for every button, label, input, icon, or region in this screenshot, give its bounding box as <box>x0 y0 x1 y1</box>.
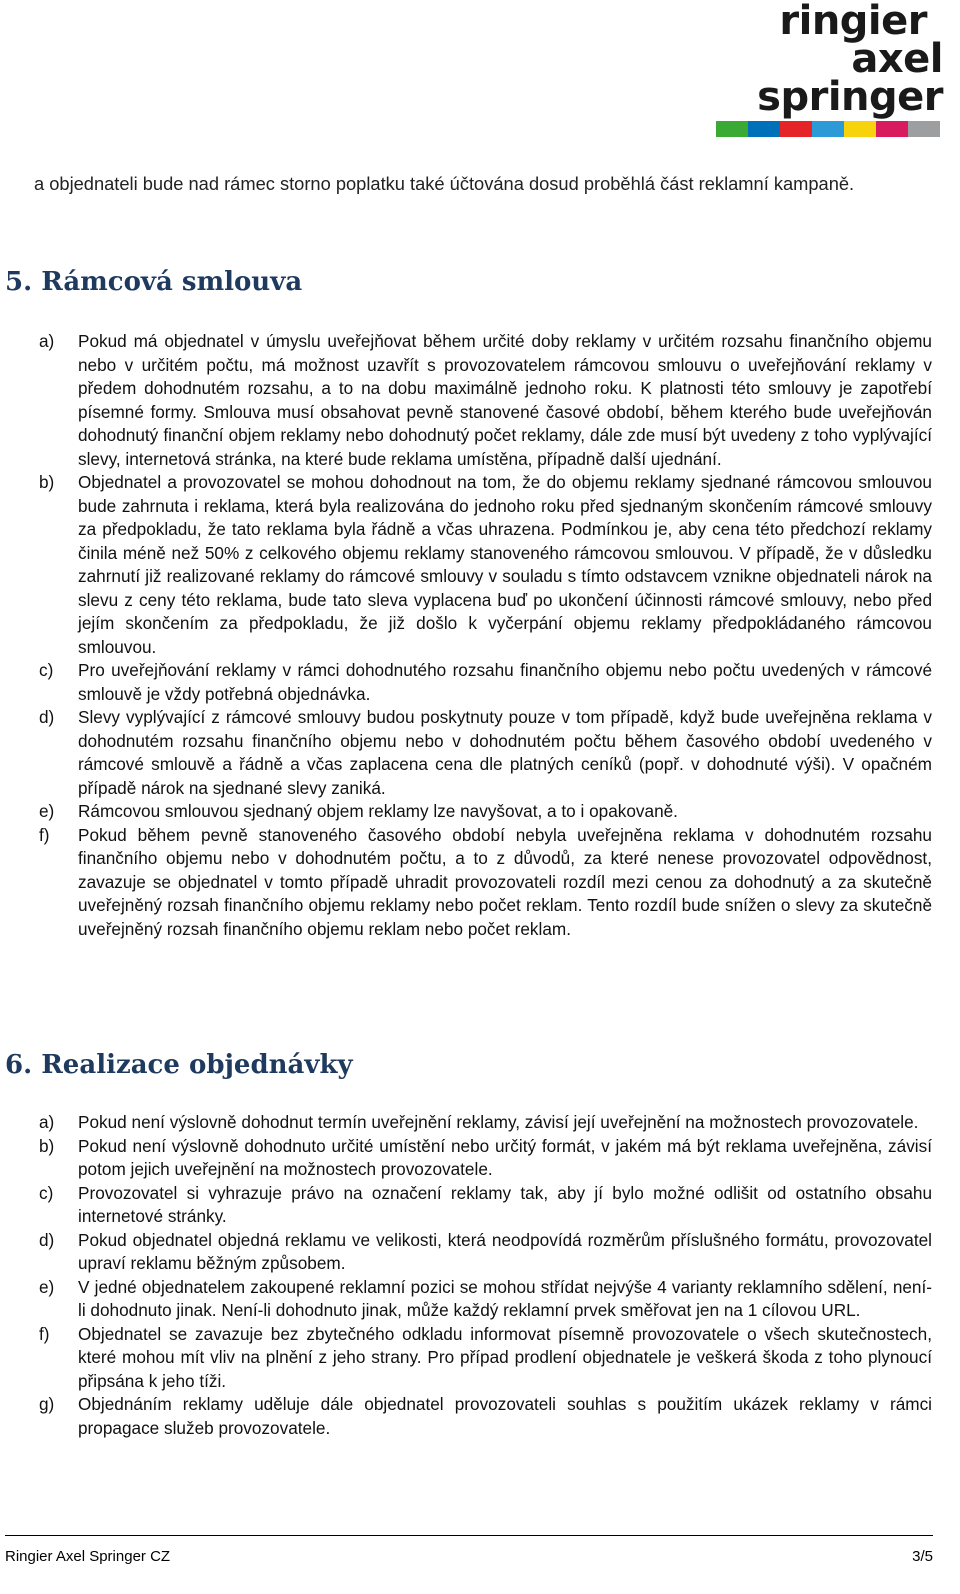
list-item-label: e) <box>39 1276 55 1297</box>
section-5-heading: 5. Rámcová smlouva <box>5 267 303 297</box>
section-6-list <box>39 1111 932 1440</box>
section-6-item <box>39 1182 932 1229</box>
list-item-label: d) <box>39 707 55 727</box>
list-item-text: Provozovatel si vyhrazuje právo na označení reklamy tak, aby jí bylo možné odlišit od ostatního obsahu internetové stránky. <box>78 1182 932 1226</box>
section-6-item <box>39 1135 932 1182</box>
logo-color-segment <box>844 121 876 137</box>
list-item-text: Objednatel se zavazuje bez zbytečného odkladu informovat písemně provozovatele o všech skutečnostech, které mohou mít vliv na plnění z jeho strany. Pro případ prodlení objednatele je veškerá škoda z toho plynoucí připsána k jeho tíži. <box>78 1323 932 1391</box>
logo-color-segment <box>748 121 780 137</box>
footer-divider <box>5 1535 933 1536</box>
section-5-item <box>39 824 932 942</box>
logo-color-segment <box>908 121 940 137</box>
list-item-text: Pokud není výslovně dohodnut termín uveřejnění reklamy, závisí její uveřejnění na možnostech provozovatele. <box>78 1112 919 1132</box>
section-5-item <box>39 659 932 706</box>
logo-text-axel-springer: axel springer <box>757 36 943 120</box>
list-item-label: b) <box>39 1135 55 1156</box>
section-6-item <box>39 1229 932 1276</box>
list-item-label: e) <box>39 801 55 821</box>
list-item-text: Pokud není výslovně dohodnuto určité umístění nebo určitý formát, v jakém má být reklama uveřejněna, závisí potom jejich uveřejnění na možnostech provozovatele. <box>78 1135 932 1179</box>
section-5-list <box>39 330 932 941</box>
list-item-label: d) <box>39 1229 55 1250</box>
list-item-label: a) <box>39 331 55 351</box>
list-item-label: f) <box>39 824 50 845</box>
section-5-item <box>39 706 932 800</box>
list-item-text: V jedné objednatelem zakoupené reklamní pozici se mohou střídat nejvýše 4 varianty reklamního sdělení, není-li dohodnuto jinak. Není-li dohodnuto jinak, může každý reklamní prvek směřovat jen na 1 cílovou URL. <box>78 1276 932 1320</box>
section-5-item <box>39 330 932 471</box>
list-item-label: g) <box>39 1394 55 1414</box>
section-6-item <box>39 1323 932 1394</box>
logo-color-segment <box>876 121 908 137</box>
list-item-label: b) <box>39 472 55 492</box>
logo-color-bar <box>663 121 940 137</box>
list-item-text: Pokud objednatel objedná reklamu ve velikosti, která neodpovídá rozměrům příslušného formátu, provozovatel upraví reklamu běžným způsobem. <box>78 1229 932 1273</box>
logo-color-segment <box>780 121 812 137</box>
list-item-text: Pokud během pevně stanoveného časového období nebyla uveřejněna reklama v dohodnutém rozsahu finančního objemu nebo v dohodnutém počtu, a to z důvodů, za které nenese provozovatel odpovědnost, zavazuje se objednatel v tomto případě uhradit provozovateli rozdíl mezi cenou za dohodnutý a za skutečně uveřejněný rozsah finančního objemu reklamy nebo počet reklam. Tento rozdíl bude snížen o slevy za skutečně uveřejněný rozsah finančního objemu reklam nebo počet reklam. <box>78 824 932 939</box>
list-item-text: Pokud má objednatel v úmyslu uveřejňovat během určité doby reklamy v určitém rozsahu finančního objemu nebo v určitém počtu, má možnost uzavřít s provozovatelem rámcovou smlouvu o uveřejňování reklamy v předem dohodnutém rozsahu, a to na dobu maximálně jednoho roku. K platnosti této smlouvy je zapotřebí písemné formy. Smlouva musí obsahovat pevně stanovené časové období, během kterého bude uveřejňován dohodnutý finanční objem reklamy nebo dohodnutý počet reklamy, dále zde musí být uvedeny z toho vyplývající slevy, internetová stránka, na které bude reklama umístěna, případně další ujednání. <box>78 331 932 469</box>
company-logo <box>663 2 943 137</box>
logo-color-segment <box>812 121 844 137</box>
section-5-item <box>39 800 932 824</box>
footer-page-number: 3/5 <box>912 1548 933 1565</box>
list-item-text: Rámcovou smlouvou sjednaný objem reklamy lze navyšovat, a to i opakovaně. <box>78 801 678 821</box>
list-item-label: f) <box>39 1323 50 1344</box>
list-item-text: Objednatel a provozovatel se mohou dohodnout na tom, že do objemu reklamy sjednané rámcovou smlouvou bude zahrnuta i reklama, která byla realizována do jednoho roku před sjednaným skončením rámcové smlouvy za předpokladu, že tato reklama byla řádně a včas uhrazena. Podmínkou je, aby cena této předchozí reklamy činila méně než 50% z celkového objemu reklamy stanoveného rámcovou smlouvou. V případě, že v důsledku zahrnutí již realizované reklamy do rámcové smlouvy v souladu s tímto odstavcem vznikne objednateli nárok na slevu z ceny této reklama, bude tato sleva vyplacena buď po ukončení účinnosti rámcové smlouvy, nebo před jejím skončením za předpokladu, že již došlo k vyčerpání objemu reklamy předpokládaného rámcovou smlouvou. <box>78 472 932 657</box>
logo-color-segment <box>716 121 748 137</box>
list-item-text: Objednáním reklamy uděluje dále objednatel provozovateli souhlas s použitím ukázek reklamy v rámci propagace služeb provozovatele. <box>78 1394 932 1438</box>
section-6-item <box>39 1276 932 1323</box>
list-item-text: Pro uveřejňování reklamy v rámci dohodnutého rozsahu finančního objemu nebo počtu uvedených v rámcové smlouvě je vždy potřebná objednávka. <box>78 660 932 704</box>
logo-text-ringier: ringier <box>779 0 927 44</box>
section-6-heading: 6. Realizace objednávky <box>5 1050 353 1080</box>
list-item-text: Slevy vyplývající z rámcové smlouvy budou poskytnuty pouze v tom případě, když bude uveřejněna reklama v dohodnutém rozsahu finančního objemu nebo v dohodnutém počtu během časového období uvedeného v rámcové smlouvě a řádně a včas zaplacena cena dle platných ceníků (popř. v dohodnuté výši). V opačném případě nárok na sjednané slevy zaniká. <box>78 707 932 798</box>
list-item-label: c) <box>39 660 54 680</box>
list-item-label: c) <box>39 1182 54 1203</box>
section-6-item <box>39 1393 932 1440</box>
intro-paragraph: a objednateli bude nad rámec storno poplatku také účtována dosud proběhlá část reklamní kampaně. <box>34 173 855 194</box>
section-5-item <box>39 471 932 659</box>
footer-company: Ringier Axel Springer CZ <box>5 1548 171 1565</box>
section-6-item <box>39 1111 932 1135</box>
list-item-label: a) <box>39 1112 55 1132</box>
